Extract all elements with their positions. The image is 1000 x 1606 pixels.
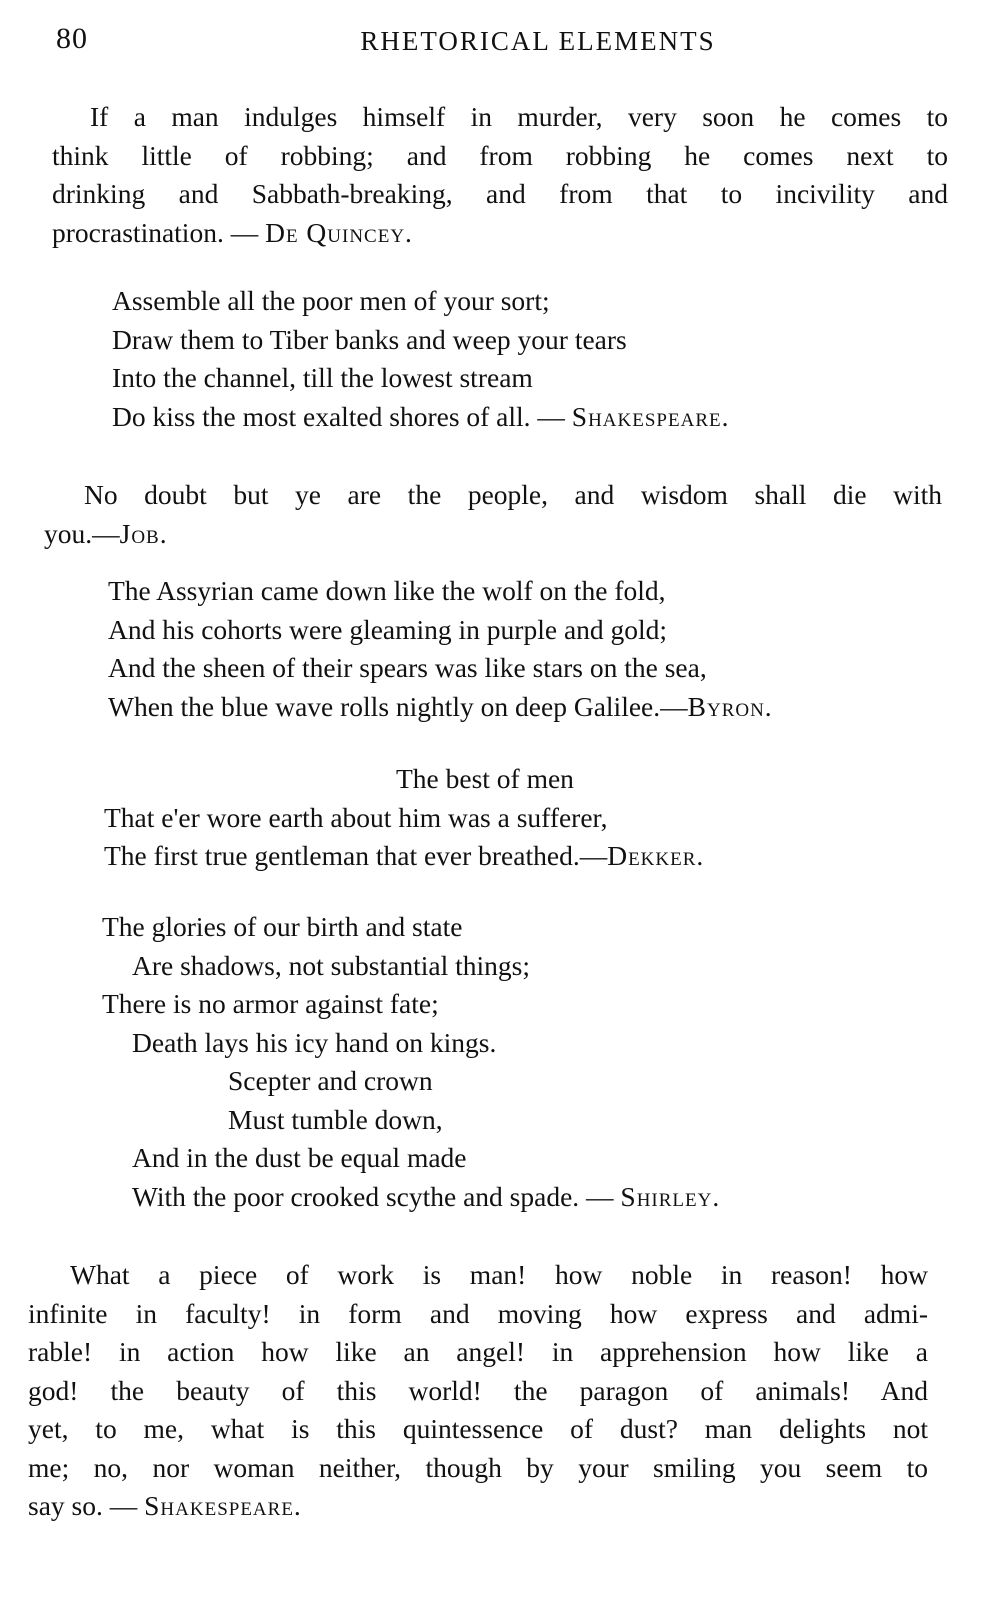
quote-de-quincey xyxy=(52,98,948,252)
quote-attribution: Dekker. xyxy=(607,840,705,871)
verse-line: The glories of our birth and state xyxy=(102,911,463,942)
verse-line: Death lays his icy hand on kings. xyxy=(132,1026,497,1058)
verse-line: Assemble all the poor men of your sort; xyxy=(112,285,550,316)
verse-line: Scepter and crown xyxy=(228,1065,433,1096)
verse-line: And his cohorts were gleaming in purple and gold; xyxy=(108,613,668,645)
text-line: rable! in action how like an angel! in apprehension how like a xyxy=(28,1336,928,1367)
quote-attribution: Shakespeare. xyxy=(144,1490,302,1521)
verse-line: Into the channel, till the lowest stream xyxy=(112,362,533,393)
verse-line: And in the dust be equal made xyxy=(132,1142,467,1173)
text-line: you.—Job. xyxy=(44,517,168,549)
quote-attribution: Shakespeare. xyxy=(571,400,730,432)
quote-dekker xyxy=(104,760,704,876)
verse-line: That e'er wore earth about him was a sufferer, xyxy=(104,801,608,833)
verse-line: The Assyrian came down like the wolf on the fold, xyxy=(108,575,666,606)
text-line: procrastination. — De Quincey. xyxy=(52,216,413,248)
text-line: What a piece of work is man! how noble in reason! how xyxy=(70,1259,928,1290)
text-line: me; no, nor woman neither, though by your smiling you seem to xyxy=(28,1451,928,1483)
text-line: If a man indulges himself in murder, very soon he comes to xyxy=(90,101,948,132)
verse-line: Must tumble down, xyxy=(228,1103,443,1135)
quote-shirley xyxy=(102,908,720,1216)
verse-line: There is no armor against fate; xyxy=(102,988,439,1019)
text-line: infinite in faculty! in form and moving how express and admi- xyxy=(28,1297,928,1329)
quote-attribution: Byron. xyxy=(687,690,773,722)
verse-line: Do kiss the most exalted shores of all. — Shakespeare. xyxy=(112,400,730,432)
quote-shakespeare-prose xyxy=(28,1256,928,1526)
quote-attribution: Job. xyxy=(119,517,168,549)
text-line: drinking and Sabbath-breaking, and from that to incivility and xyxy=(52,178,948,209)
verse-line: Are shadows, not substantial things; xyxy=(132,949,530,981)
running-title: RHETORICAL ELEMENTS xyxy=(360,26,716,56)
verse-line: Draw them to Tiber banks and weep your tears xyxy=(112,323,627,355)
verse-line: With the poor crooked scythe and spade. — Shirley. xyxy=(132,1180,721,1212)
text-line: say so. — Shakespeare. xyxy=(28,1490,302,1521)
text-line: yet, to me, what is this quintessence of dust? man delights not xyxy=(28,1413,928,1444)
text-line: think little of robbing; and from robbing he comes next to xyxy=(52,139,948,171)
quote-job xyxy=(44,476,942,553)
page-header xyxy=(56,22,960,62)
verse-line: The best of men xyxy=(396,763,574,794)
quote-attribution: Shirley. xyxy=(620,1180,721,1212)
text-line: No doubt but ye are the people, and wisdom shall die with xyxy=(84,479,942,510)
verse-line: When the blue wave rolls nightly on deep Galilee.—Byron. xyxy=(108,690,773,722)
text-line: god! the beauty of this world! the paragon of animals! And xyxy=(28,1374,928,1406)
verse-line: And the sheen of their spears was like stars on the sea, xyxy=(108,652,707,683)
quote-shakespeare-verse xyxy=(112,282,729,436)
quote-byron xyxy=(108,572,773,726)
page-number: 80 xyxy=(56,22,88,55)
verse-line: The first true gentleman that ever breathed.—Dekker. xyxy=(104,840,705,871)
quote-attribution: De Quincey. xyxy=(265,216,413,248)
